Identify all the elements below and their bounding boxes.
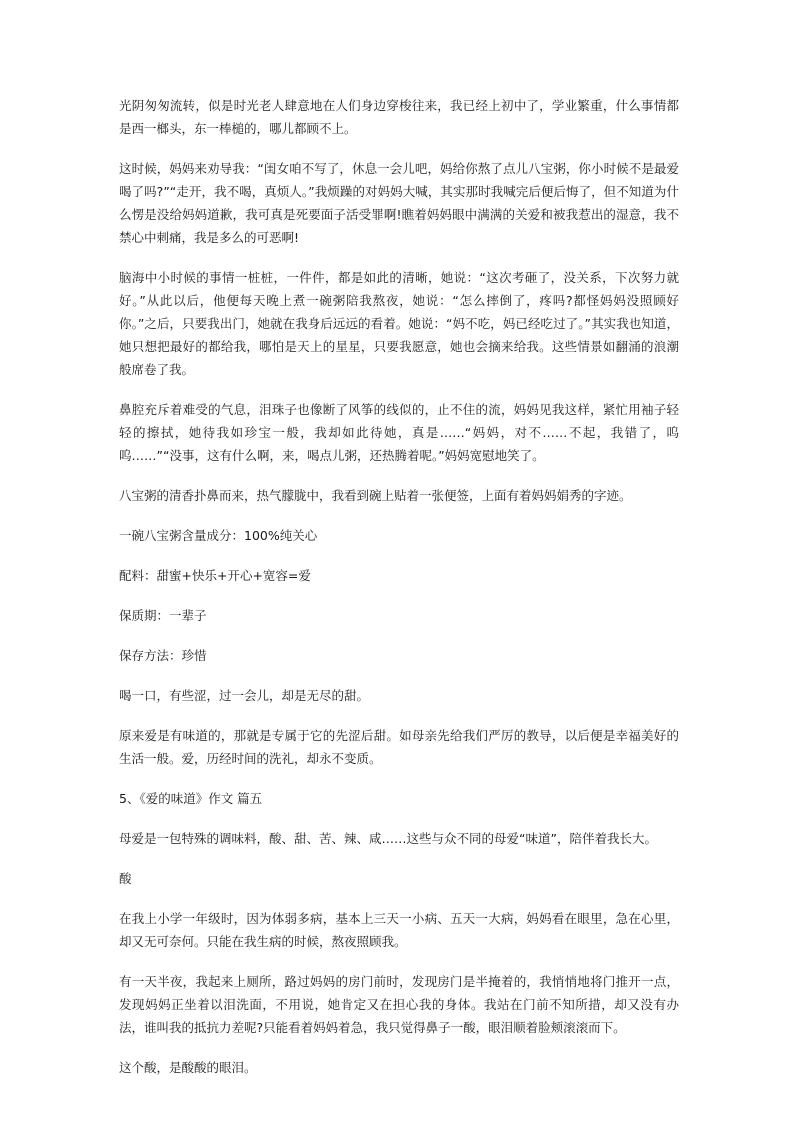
paragraph: 原来爱是有味道的，那就是专属于它的先涩后甜。如母亲先给我们严厉的教导，以后便是幸福美好的生活一般。爱，历经时间的洗礼，却永不变质。 xyxy=(119,728,679,766)
ingredient-line: 配料：甜蜜+快乐+开心+宽容=爱 xyxy=(119,568,311,583)
section-heading: 5、《爱的味道》作文 篇五 xyxy=(119,791,263,806)
paragraph: 脑海中小时候的事情一桩桩，一件件，都是如此的清晰，她说：“这次考砸了，没关系，下次努力就好。”从此以后，他便每天晚上煮一碗粥陪我熬夜，她说：“怎么摔倒了，疼吗?都怪妈妈没照顾好你。”之后，只要我出门，她就在我身后远远的看着。她说：“妈不吃，妈已经吃过了。”其实我也知道，她只想把最好的都给我，哪怕是天上的星星，只要我愿意，她也会摘来给我。这些情景如翻涌的浪潮般席卷了我。 xyxy=(119,270,679,377)
paragraph: 有一天半夜，我起来上厕所，路过妈妈的房门前时，发现房门是半掩着的，我悄悄地将门推开一点，发现妈妈正坐着以泪洗面，不用说，她肯定又在担心我的身体。我站在门前不知所措，却又没有办法，谁叫我的抵抗力差呢?只能看着妈妈着急，我只觉得鼻子一酸，眼泪顺着脸颊滚滚而下。 xyxy=(119,974,679,1035)
paragraph: 鼻腔充斥着难受的气息，泪珠子也像断了风筝的线似的，止不住的流，妈妈见我这样，紧忙用袖子轻轻的擦拭，她待我如珍宝一般，我却如此待她，真是……“妈妈，对不……不起，我错了，呜呜……”“没事，这有什么啊，来，喝点儿粥，还热腾着呢。”妈妈宽慰地笑了。 xyxy=(119,402,679,463)
paragraph: 光阴匆匆流转，似是时光老人肆意地在人们身边穿梭往来，我已经上初中了，学业繁重，什么事情都是西一榔头，东一棒槌的，哪儿都顾不上。 xyxy=(119,98,679,136)
paragraph: 这时候，妈妈来劝导我：“闺女咱不写了，休息一会儿吧，妈给你熬了点儿八宝粥，你小时候不是最爱喝了吗?”“走开，我不喝，真烦人。”我烦躁的对妈妈大喊，其实那时我喊完后便后悔了，但不知道为什么愣是没给妈妈道歉，我可真是死要面子活受罪啊!瞧着妈妈眼中满满的关爱和被我惹出的湿意，我不禁心中刺痛，我是多么的可恶啊! xyxy=(119,161,679,245)
ingredient-line: 保存方法：珍惜 xyxy=(119,648,207,663)
paragraph: 在我上小学一年级时，因为体弱多病，基本上三天一小病、五天一大病，妈妈看在眼里，急在心里，却又无可奈何。只能在我生病的时候，熬夜照顾我。 xyxy=(119,911,679,949)
paragraph: 八宝粥的清香扑鼻而来，热气朦胧中，我看到碗上贴着一张便签，上面有着妈妈娟秀的字迹。 xyxy=(119,488,632,503)
ingredient-line: 一碗八宝粥含量成分：100%纯关心 xyxy=(119,528,318,543)
document-page xyxy=(119,94,679,1096)
subheading: 酸 xyxy=(119,871,132,886)
paragraph: 喝一口，有些涩，过一会儿，却是无尽的甜。 xyxy=(119,688,370,703)
paragraph: 母爱是一包特殊的调味料，酸、甜、苦、辣、咸……这些与众不同的母爱“味道”，陪伴着我长大。 xyxy=(119,831,657,846)
paragraph: 这个酸，是酸酸的眼泪。 xyxy=(119,1060,257,1075)
ingredient-line: 保质期：一辈子 xyxy=(119,608,207,623)
